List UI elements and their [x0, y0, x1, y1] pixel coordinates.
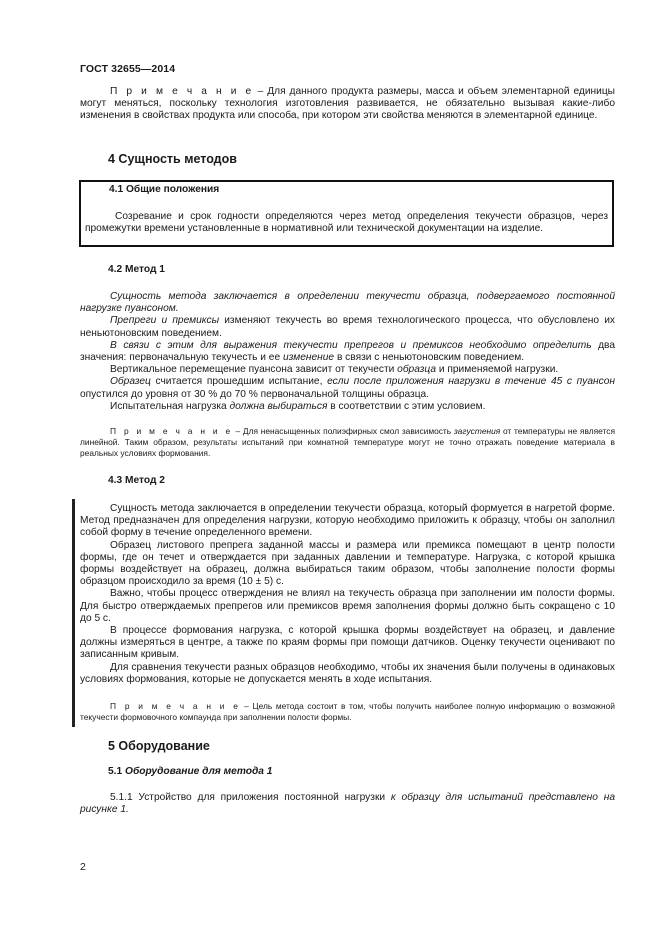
s51-num: 5.1	[108, 766, 123, 777]
s42-p4-italic: образца	[397, 364, 437, 376]
section-4-title: 4 Сущность методов	[108, 152, 237, 166]
note-text: – Для данного продукта размеры, масса и объем элементарной единицы могут меняться, поскольку технология изготовления развивается, не обязательно вызывая какие-либо изменения в свойствах продукта или способа, при котором эти свойства меняются в элементарной единице.	[80, 86, 615, 122]
s42-p4-start: Вертикальное перемещение пуансона зависит от текучести	[110, 364, 398, 376]
s42-p3-mid: два значения: первоначальную текучесть и ее	[80, 339, 615, 364]
s42-p3-end: в связи с неньютоновским поведением.	[334, 352, 525, 364]
s43-p1: Сущность метода заключается в определении текучести образца, который формуется в нагретой форме. Метод предназначен для определения нагрузки, которую необходимо приложить к образцу, чтобы он заполнил собой форму в течение определенного времени.	[80, 503, 615, 539]
s42-note-a: – Для ненасыщенных полиэфирных смол зависимость	[232, 426, 454, 436]
section-4-3-note	[80, 701, 615, 723]
s51-italic: Оборудование для метода 1	[125, 766, 273, 777]
s43-p3: Важно, чтобы процесс отверждения не влиял на текучесть образца при заполнении им полости формы. Для быстро отверждаемых препрегов или премиксов время заполнения формы должно быть сокращено с 10 до 5 с.	[80, 588, 615, 624]
section-4-2-note	[80, 426, 615, 458]
page-number: 2	[80, 861, 86, 873]
s43-note-label: П р и м е ч а н и е	[110, 701, 241, 711]
standard-header: ГОСТ 32655—2014	[80, 63, 176, 75]
s42-p5-mid: считается прошедшим испытание,	[150, 376, 328, 388]
section-5-title: 5 Оборудование	[108, 739, 210, 753]
s42-p6-end: в соответствии с этим условием.	[327, 400, 486, 412]
change-bar	[72, 499, 75, 727]
s43-p2: Образец листового препрега заданной массы и размера или премикса помещают в центр полости формы, где он течет и отверждается при заданных давлении и температуре. Нагрузка, с которой крышка формы воздействует на образец, должна выбираться таким образом, чтобы заполнение полости формы образцом происходило за время (10 ± 5) с.	[80, 539, 615, 588]
s42-note-italic: загустения	[453, 426, 501, 436]
note-label: П р и м е ч а н и е	[110, 86, 254, 97]
section-4-1-title: 4.1 Общие положения	[109, 184, 220, 195]
s42-p3-italic: В связи с этим для выражения текучести препрегов и премиксов необходимо определить	[110, 339, 592, 351]
s42-note-b: от температуры не является линейной. Таким образом, результаты испытаний при комнатной температуре могут не точно отражать поведение материала в реальных условиях формования.	[80, 426, 615, 458]
s511-italic: к образцу для испытаний представлено на рисунке 1.	[80, 792, 615, 816]
s43-p5: Для сравнения текучести разных образцов необходимо, чтобы их значения были получены в одинаковых условиях формования, которые не допускается менять в ходе испытания.	[80, 661, 615, 685]
s42-p2-rest: изменяют текучесть во время технологического процесса, что обусловлено их неньютоновским поведением.	[80, 315, 615, 339]
s42-p6-italic: должна выбираться	[229, 400, 328, 412]
section-5-1-1-body	[80, 792, 615, 816]
s42-p4-end: и применяемой нагрузки.	[436, 364, 559, 376]
section-4-2-body	[80, 291, 615, 413]
s42-p5-end: опустился до уровня от 30 % до 70 % первоначальной толщины образца.	[80, 388, 430, 400]
section-4-3-body	[80, 503, 615, 686]
note-top	[80, 86, 615, 123]
s43-p4: В процессе формования нагрузка, с которой крышка формы воздействует на образец, и давление должны измеряться в центре, а также по краям формы при помощи датчиков. Оценку текучести оценивают по записанным кривым.	[80, 625, 615, 661]
section-4-3-title: 4.3 Метод 2	[108, 475, 165, 486]
s42-p5-italic2: если после приложения нагрузки в течение 45 с пуансон	[327, 376, 615, 388]
section-5-1-title	[108, 766, 272, 777]
s43-note-text: – Цель метода состоит в том, чтобы получить наиболее полную информацию о возможной текучести формовочного компаунда при заполнении полости формы.	[80, 701, 615, 722]
s42-p6-start: Испытательная нагрузка	[110, 400, 230, 412]
s511-start: 5.1.1 Устройство для приложения постоянной нагрузки	[110, 792, 391, 803]
section-4-1-text: Созревание и срок годности определяются через метод определения текучести образцов, через промежутки времени установленные в нормативной или технической документации на изделие.	[85, 211, 608, 235]
s42-note-label: П р и м е ч а н и е	[110, 426, 233, 436]
section-4-2-title: 4.2 Метод 1	[108, 264, 165, 275]
s42-p5-italic1: Образец	[110, 376, 151, 388]
s42-p3-italic2: изменение	[282, 352, 335, 364]
section-4-1-box	[79, 180, 614, 247]
s42-p2-italic: Препреги и премиксы	[110, 315, 220, 327]
s42-p1: Сущность метода заключается в определении текучести образца, подвергаемого постоянной нагрузке пуансоном.	[80, 291, 615, 315]
